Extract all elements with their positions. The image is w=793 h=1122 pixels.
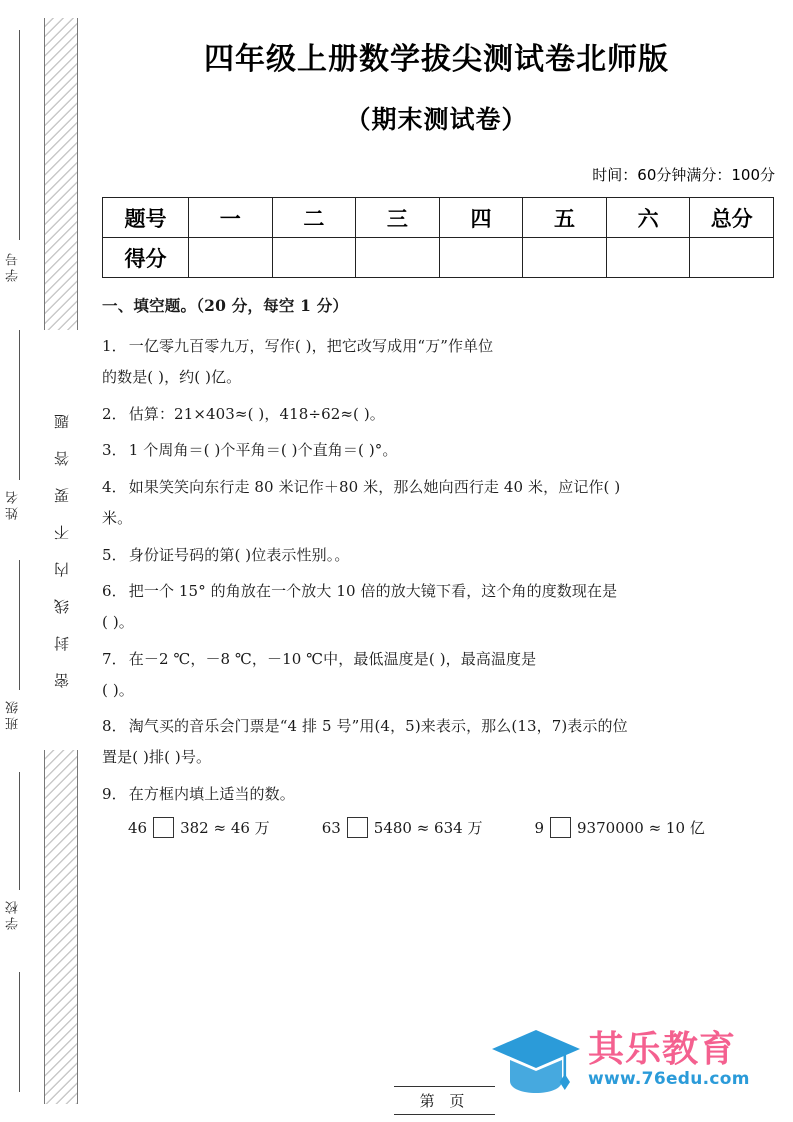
question-9-number: 9． [102, 784, 127, 803]
box-group-3-suffix: 9370000 ≈ 10 亿 [577, 818, 705, 837]
fill-box-2[interactable] [347, 817, 368, 838]
page-footer [96, 1086, 793, 1115]
question-1 [102, 331, 773, 393]
question-4-number: 4． [102, 478, 127, 496]
question-2-number: 2． [102, 404, 127, 423]
score-cell-6[interactable] [606, 238, 690, 278]
question-8-number: 8． [102, 717, 127, 736]
question-9 [102, 779, 773, 810]
exam-paper-body [96, 0, 793, 1122]
score-table-row-label-score: 得分 [103, 238, 189, 278]
score-table [102, 197, 774, 278]
question-7-line1: 在－2 ℃，－8 ℃，－10 ℃中，最低温度是( )，最高温度是 [128, 649, 537, 668]
seal-sidebar [0, 0, 84, 1122]
score-table-col-3: 三 [356, 198, 440, 238]
rule-fourth [19, 772, 20, 890]
score-cell-2[interactable] [272, 238, 356, 278]
question-6-line2: ( )。 [102, 613, 134, 631]
question-1-number: 1． [102, 337, 127, 355]
rule-top [19, 30, 20, 240]
question-8-line2: 置是( )排( )号。 [102, 748, 212, 766]
question-7-line2: ( )。 [102, 680, 134, 699]
box-group-2 [322, 816, 483, 840]
score-cell-total[interactable] [690, 238, 774, 278]
question-2-line1: 估算：21×403≈( )，418÷62≈( )。 [128, 404, 385, 423]
box-group-2-suffix: 5480 ≈ 634 万 [373, 818, 483, 837]
score-cell-3[interactable] [356, 238, 440, 278]
logo-text-block [588, 1028, 750, 1090]
rule-second [19, 330, 20, 480]
question-5-line1: 身份证号码的第( )位表示性别。。 [128, 545, 350, 564]
question-7 [102, 644, 773, 706]
question-3-line1: 1 个周角＝( )个平角＝( )个直角＝( )°。 [128, 441, 398, 460]
school-label: 学校 [6, 898, 21, 930]
box-group-2-prefix: 63 [321, 818, 341, 837]
box-group-1-suffix: 382 ≈ 46 万 [180, 818, 270, 837]
student-id-label: 学号 [6, 250, 21, 282]
score-cell-5[interactable] [523, 238, 607, 278]
exam-info: 时间：60分钟满分：100分 [592, 166, 775, 184]
rule-bottom [19, 972, 20, 1092]
fill-box-3[interactable] [550, 817, 571, 838]
score-table-col-2: 二 [272, 198, 356, 238]
question-1-line2: 的数是( )，约( )亿。 [102, 367, 242, 386]
score-table-col-5: 五 [523, 198, 607, 238]
page-title: 四年级上册数学拔尖测试卷北师版 [204, 42, 669, 77]
section-heading-fill-in-blank: 一、填空题。（20 分，每空 1 分） [102, 296, 349, 315]
question-1-line1: 一亿零九百零九万，写作( )，把它改写成用“万”作单位 [128, 337, 494, 355]
question-3-number: 3． [102, 441, 127, 460]
fill-box-1[interactable] [153, 817, 174, 838]
box-group-3 [534, 816, 704, 840]
page-subtitle: （期末测试卷） [345, 105, 528, 134]
question-5-number: 5． [102, 545, 127, 564]
table-row-header [103, 198, 774, 238]
question-2 [102, 399, 773, 430]
question-5 [102, 540, 773, 571]
question-6 [102, 576, 773, 638]
student-info-label-column [0, 0, 40, 1122]
score-table-row-label-question: 题号 [103, 198, 189, 238]
question-section [102, 294, 773, 840]
question-9-box-exercise [128, 816, 773, 840]
logo-brand-name: 其乐教育 [588, 1028, 737, 1070]
seal-text-container [44, 330, 78, 750]
class-label: 班级 [6, 698, 21, 730]
question-9-line1: 在方框内填上适当的数。 [128, 784, 295, 803]
score-table-col-6: 六 [606, 198, 690, 238]
score-table-col-total: 总分 [690, 198, 774, 238]
score-cell-1[interactable] [189, 238, 273, 278]
logo-website-url: www.76edu.com [588, 1069, 750, 1090]
page-number-label: 第 页 [394, 1086, 496, 1115]
score-table-col-1: 一 [189, 198, 273, 238]
question-4-line2: 米。 [102, 508, 133, 527]
question-6-line1: 把一个 15° 的角放在一个放大 10 倍的放大镜下看，这个角的度数现在是 [128, 582, 618, 601]
question-3 [102, 435, 773, 466]
seal-line-text: 密封线内不要答题 [52, 392, 71, 688]
question-6-number: 6． [102, 582, 127, 601]
question-4 [102, 472, 773, 534]
score-cell-4[interactable] [439, 238, 523, 278]
question-8-line1: 淘气买的音乐会门票是“4 排 5 号”用(4，5)来表示，那么(13，7)表示的位 [128, 717, 628, 736]
table-row-score [103, 238, 774, 278]
box-group-3-prefix: 9 [534, 818, 545, 837]
rule-third [19, 560, 20, 690]
question-4-line1: 如果笑笑向东行走 80 米记作＋80 米，那么她向西行走 40 米，应记作( ) [128, 478, 621, 496]
box-group-1 [128, 816, 270, 840]
question-8 [102, 711, 773, 773]
student-name-label: 姓名 [6, 488, 21, 520]
box-group-1-prefix: 46 [128, 818, 148, 837]
score-table-col-4: 四 [439, 198, 523, 238]
question-7-number: 7． [102, 649, 127, 668]
